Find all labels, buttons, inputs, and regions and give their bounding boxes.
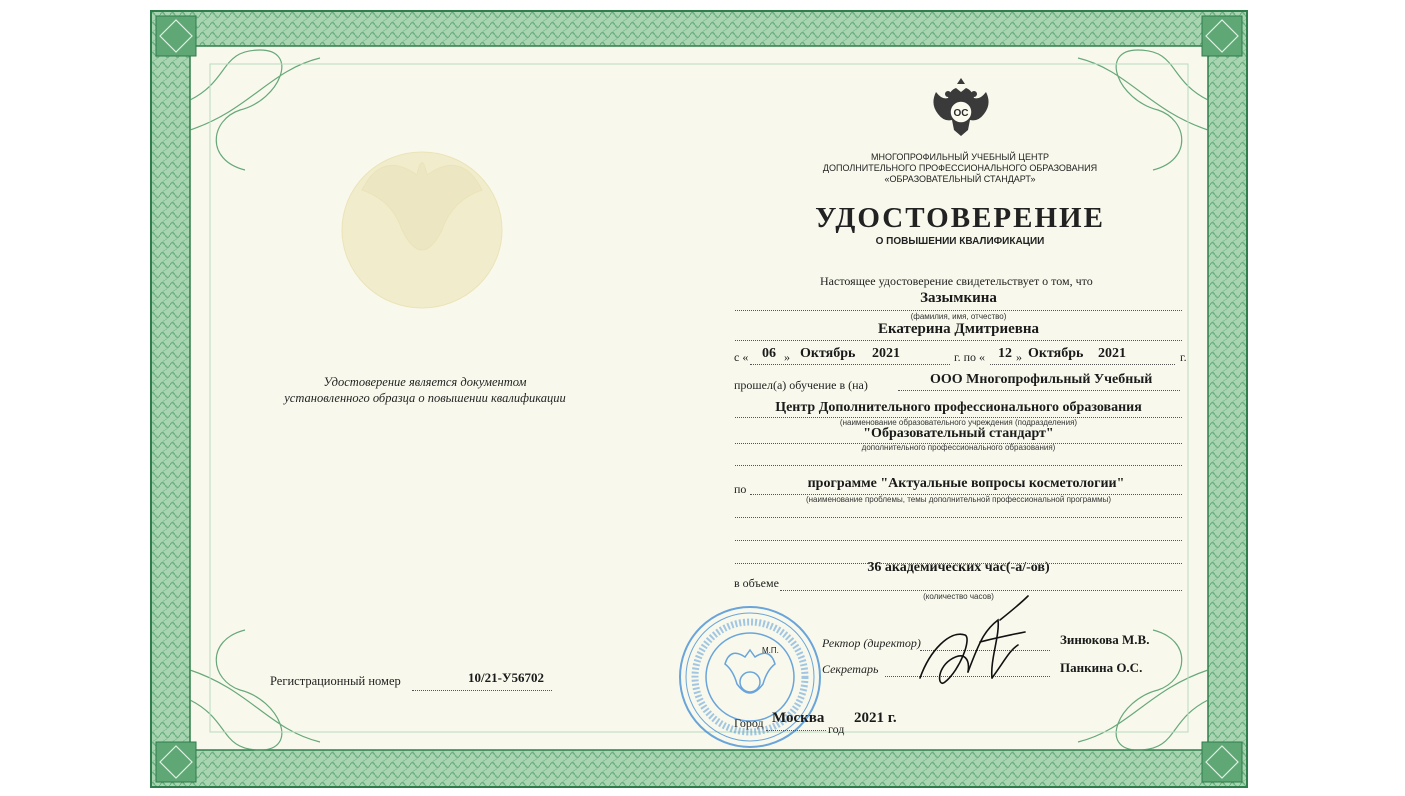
program-caption: (наименование проблемы, темы дополнительной профессиональной программы): [805, 495, 1112, 504]
date-from-prefix: с «: [734, 350, 749, 364]
date-from-month: Октябрь: [800, 346, 856, 361]
date-to-prefix: г. по «: [954, 350, 985, 364]
note-line-2: установленного образца о повышении квалификации: [284, 391, 566, 405]
hours-amount: 36 академических час(-а/-ов): [867, 560, 1050, 575]
city-rule: [766, 730, 826, 731]
registration-label: Регистрационный номер: [270, 674, 401, 688]
organization-header: [790, 152, 1130, 185]
year-label: год: [828, 722, 845, 736]
hours-caption: (количество часов): [923, 592, 994, 601]
emblem-letters: ОС: [953, 108, 969, 119]
name-line: [735, 340, 1182, 341]
certificate-subtitle: О ПОВЫШЕНИИ КВАЛИФИКАЦИИ: [875, 236, 1045, 247]
registration-underline: [412, 690, 552, 691]
date-from-day: 06: [762, 346, 776, 361]
hours-rule-top: [735, 563, 1182, 564]
blank-rule-3: [735, 540, 1182, 541]
blank-rule-2: [735, 517, 1182, 518]
date-to-year: 2021: [1098, 346, 1126, 361]
surname: Зазымкина: [920, 290, 997, 306]
institution-line-3: "Образовательный стандарт": [863, 426, 1054, 441]
issue-year: 2021 г.: [854, 710, 897, 726]
secretary-label: Секретарь: [822, 662, 879, 676]
blank-rule-1: [735, 465, 1182, 466]
date-to-line: [990, 364, 1175, 365]
institution-caption-2: дополнительного профессионального образования): [861, 443, 1056, 452]
date-to-month: Октябрь: [1028, 346, 1084, 361]
city-label: Город: [734, 716, 764, 730]
signature-scribble: [910, 590, 1040, 690]
date-from-close: »: [784, 350, 790, 364]
city-name: Москва: [772, 710, 825, 726]
stamp-mp: М.П.: [762, 646, 779, 655]
double-headed-eagle-emblem-icon: [926, 74, 996, 144]
date-from-year: 2021: [872, 346, 900, 361]
rector-label: Ректор (директор): [822, 636, 921, 650]
volume-label: в объеме: [734, 576, 779, 590]
certificate-document: [150, 10, 1248, 788]
surname-line: [735, 310, 1182, 311]
surname-caption: (фамилия, имя, отчество): [910, 312, 1007, 321]
org-line-1: МНОГОПРОФИЛЬНЫЙ УЧЕБНЫЙ ЦЕНТР: [871, 152, 1049, 162]
date-year-suffix: г.: [1180, 350, 1187, 364]
registration-number: 10/21-У56702: [468, 670, 544, 685]
institution-line-1: ООО Многопрофильный Учебный: [930, 372, 1153, 387]
institution-caption-1: (наименование образовательного учреждения (подразделения): [839, 418, 1078, 427]
program-label: по: [734, 482, 747, 496]
note-line-1: Удостоверение является документом: [323, 375, 527, 389]
date-from-line: [750, 364, 950, 365]
date-to-close: »: [1016, 350, 1022, 364]
org-line-3: «ОБРАЗОВАТЕЛЬНЫЙ СТАНДАРТ»: [884, 174, 1036, 184]
org-line-2: ДОПОЛНИТЕЛЬНОГО ПРОФЕССИОНАЛЬНОГО ОБРАЗОВАНИЯ: [822, 163, 1098, 173]
rector-name: Зинюкова М.В.: [1060, 632, 1150, 647]
trained-label: прошел(а) обучение в (на): [734, 378, 868, 392]
institution-line-2: Центр Дополнительного профессионального образования: [775, 400, 1142, 415]
secretary-name: Панкина О.С.: [1060, 660, 1143, 675]
intro-text: Настоящее удостоверение свидетельствует о том, что: [820, 274, 1093, 288]
institution-line-1-rule: [898, 390, 1180, 391]
document-note: [245, 374, 605, 406]
certificate-title: УДОСТОВЕРЕНИЕ: [815, 202, 1105, 234]
program-name: программе "Актуальные вопросы косметологии": [807, 476, 1125, 491]
date-to-day: 12: [998, 346, 1012, 361]
eagle-watermark-icon: [322, 120, 522, 320]
full-name: Екатерина Дмитриевна: [877, 321, 1040, 337]
